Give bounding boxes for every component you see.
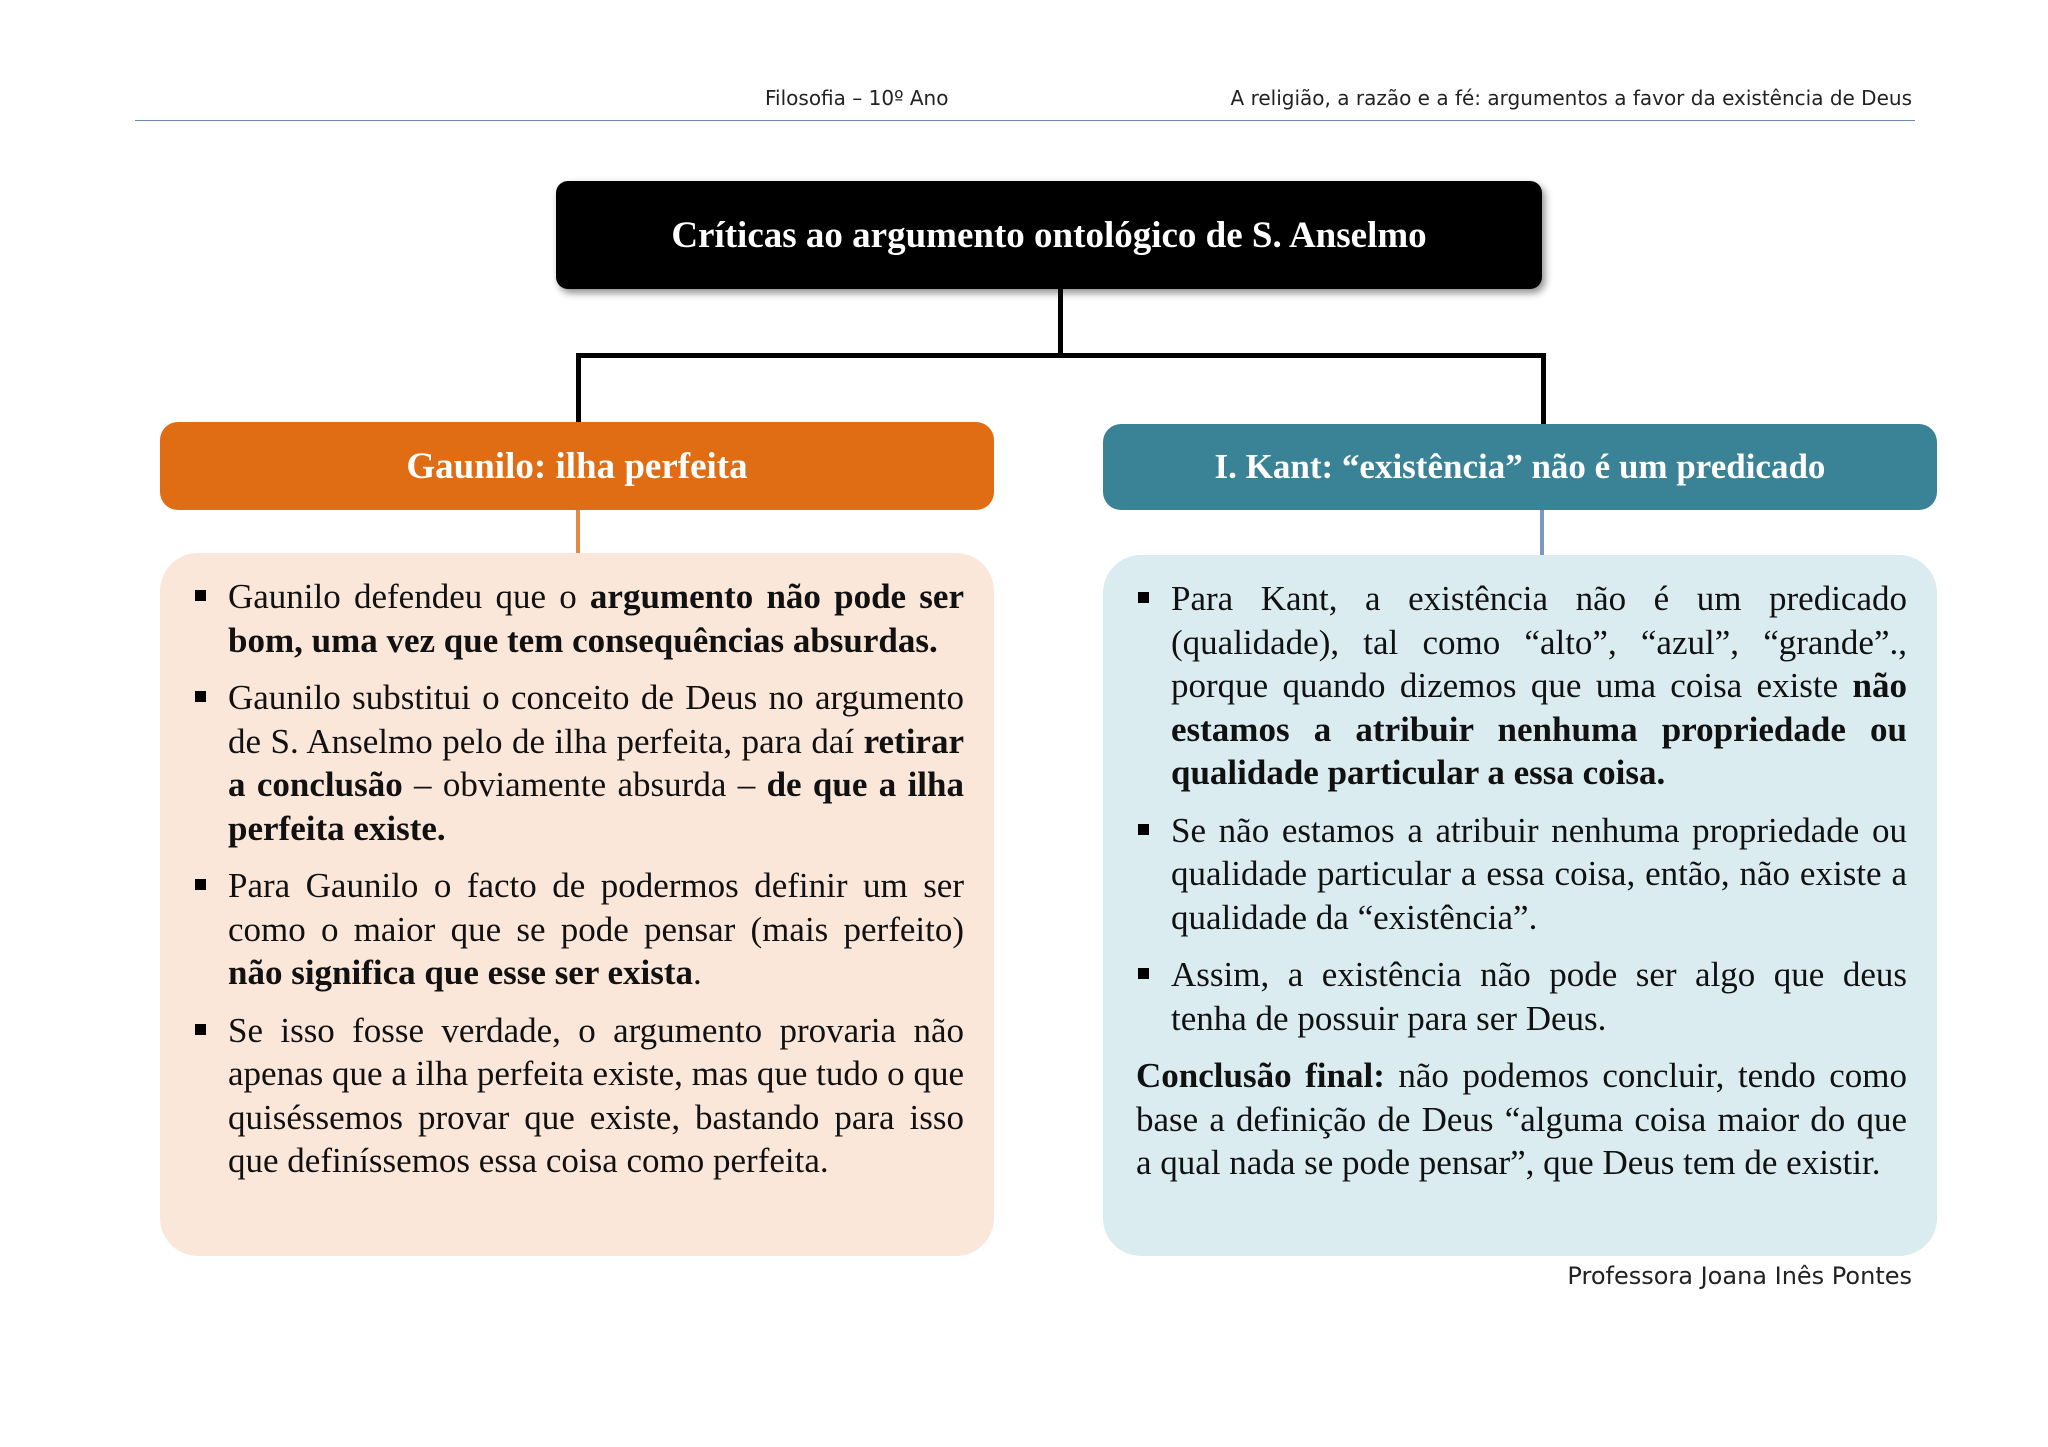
bullet-square-icon — [1138, 592, 1149, 603]
gaunilo-heading-box — [160, 422, 994, 510]
kant-point: Para Kant, a existência não é um predicado (qualidade), tal como “alto”, “azul”, “grande”., porque quando dizemos que uma coisa existe não estamos a atribuir nenhuma propriedade ou qualidade particular a essa coisa. — [1136, 577, 1907, 795]
bullet-square-icon — [195, 590, 206, 601]
connector-right-drop — [1541, 353, 1546, 425]
connector-left-stub — [576, 510, 580, 556]
bullet-square-icon — [195, 1024, 206, 1035]
kant-heading-box — [1103, 424, 1937, 510]
gaunilo-point: Para Gaunilo o facto de podermos definir um ser como o maior que se pode pensar (mais perfeito) não significa que esse ser exista. — [193, 864, 964, 995]
header-subject: Filosofia – 10º Ano — [765, 86, 949, 110]
connector-bar — [576, 353, 1546, 358]
bullet-square-icon — [1138, 824, 1149, 835]
kant-points — [1136, 577, 1907, 1040]
gaunilo-heading: Gaunilo: ilha perfeita — [406, 445, 748, 487]
gaunilo-point: Se isso fosse verdade, o argumento provaria não apenas que a ilha perfeita existe, mas que tudo o que quiséssemos provar que existe, bastando para isso que definíssemos essa coisa como perfeita. — [193, 1009, 964, 1183]
bullet-square-icon — [195, 691, 206, 702]
kant-point: Se não estamos a atribuir nenhuma propriedade ou qualidade particular a essa coisa, então, não existe a qualidade da “existência”. — [1136, 809, 1907, 940]
diagram-title-box — [556, 181, 1542, 289]
connector-right-stub — [1540, 510, 1544, 556]
bullet-square-icon — [195, 879, 206, 890]
kant-heading: I. Kant: “existência” não é um predicado — [1214, 447, 1826, 486]
kant-point: Assim, a existência não pode ser algo que deus tenha de possuir para ser Deus. — [1136, 953, 1907, 1040]
connector-trunk — [1058, 289, 1063, 355]
header-topic: A religião, a razão e a fé: argumentos a favor da existência de Deus — [1230, 86, 1912, 110]
connector-left-drop — [576, 353, 581, 423]
kant-conclusion: Conclusão final: não podemos concluir, tendo como base a definição de Deus “alguma coisa maior do que a qual nada se pode pensar”, que Deus tem de existir. — [1136, 1056, 1907, 1182]
gaunilo-point: Gaunilo substitui o conceito de Deus no argumento de S. Anselmo pelo de ilha perfeita, para daí retirar a conclusão – obviamente absurda – de que a ilha perfeita existe. — [193, 676, 964, 850]
bullet-square-icon — [1138, 968, 1149, 979]
diagram-title: Críticas ao argumento ontológico de S. Anselmo — [671, 214, 1427, 256]
footer-author: Professora Joana Inês Pontes — [1567, 1262, 1912, 1290]
gaunilo-content-box — [160, 553, 994, 1256]
gaunilo-point: Gaunilo defendeu que o argumento não pode ser bom, uma vez que tem consequências absurdas. — [193, 575, 964, 662]
header-rule — [135, 120, 1915, 121]
kant-content-box — [1103, 555, 1937, 1256]
gaunilo-points — [193, 575, 964, 1183]
